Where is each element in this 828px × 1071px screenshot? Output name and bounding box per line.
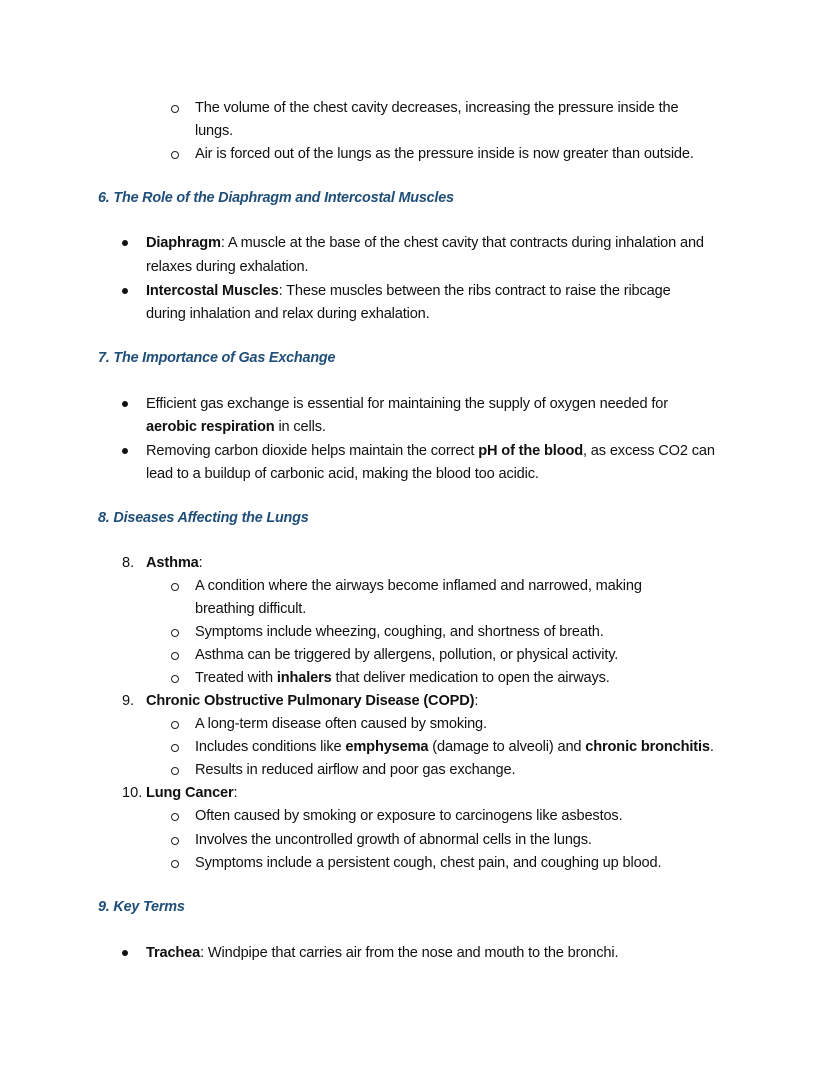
- list-item: [146, 281, 671, 301]
- body-text: Air is forced out of the lungs as the pressure inside is now greater than outside.: [195, 146, 694, 162]
- list-item: [146, 441, 715, 461]
- list-item: [146, 233, 704, 253]
- term: pH of the blood: [478, 443, 583, 459]
- body-text: A condition where the airways become inflamed and narrowed, making: [195, 578, 642, 594]
- list-item: [146, 691, 478, 711]
- body-text: breathing difficult.: [195, 601, 307, 617]
- body-text: :: [474, 693, 479, 709]
- term: Trachea: [146, 945, 201, 961]
- term: aerobic respiration: [146, 419, 275, 435]
- term: emphysema: [345, 739, 429, 755]
- term: chronic bronchitis: [585, 739, 710, 755]
- body-text: lead to a buildup of carbonic acid, making the blood too acidic.: [146, 466, 539, 482]
- body-text: (damage to alveoli) and: [428, 739, 586, 755]
- list-item: [146, 553, 203, 573]
- body-text: relaxes during exhalation.: [146, 259, 309, 275]
- body-text: , as excess CO2 can: [583, 443, 715, 459]
- circle-bullet-icon: [171, 675, 179, 683]
- bullet-icon: [122, 401, 128, 407]
- term: Intercostal Muscles: [146, 283, 279, 299]
- body-text: Treated with: [195, 670, 277, 686]
- body-text: in cells.: [274, 419, 326, 435]
- section-heading: 7. The Importance of Gas Exchange: [98, 350, 336, 366]
- section-heading: 9. Key Terms: [98, 899, 185, 915]
- circle-bullet-icon: [171, 767, 179, 775]
- bullet-icon: [122, 448, 128, 454]
- body-text: Results in reduced airflow and poor gas exchange.: [195, 762, 516, 778]
- list-item: [195, 737, 714, 757]
- term: inhalers: [276, 670, 332, 686]
- section-heading: 8. Diseases Affecting the Lungs: [98, 510, 309, 526]
- list-item: [146, 783, 237, 803]
- term: Lung Cancer: [146, 785, 234, 801]
- circle-bullet-icon: [171, 652, 179, 660]
- body-text: : Windpipe that carries air from the nose and mouth to the bronchi.: [200, 945, 619, 961]
- body-text: that deliver medication to open the airways.: [331, 670, 610, 686]
- body-text: Includes conditions like: [195, 739, 346, 755]
- bullet-icon: [122, 240, 128, 246]
- list-item: [195, 668, 610, 688]
- list-number: 9.: [122, 693, 135, 709]
- body-text: A long-term disease often caused by smoking.: [195, 716, 487, 732]
- list-number: 10.: [122, 785, 143, 801]
- circle-bullet-icon: [171, 744, 179, 752]
- list-number: 8.: [122, 555, 135, 571]
- body-text: Efficient gas exchange is essential for maintaining the supply of oxygen needed for: [146, 396, 668, 412]
- body-text: during inhalation and relax during exhalation.: [146, 306, 430, 322]
- circle-bullet-icon: [171, 105, 179, 113]
- body-text: Symptoms include wheezing, coughing, and shortness of breath.: [195, 624, 604, 640]
- body-text: Removing carbon dioxide helps maintain the correct: [146, 443, 479, 459]
- term: Diaphragm: [146, 235, 221, 251]
- term: Asthma: [146, 555, 199, 571]
- body-text: Often caused by smoking or exposure to carcinogens like asbestos.: [195, 808, 623, 824]
- body-text: : A muscle at the base of the chest cavity that contracts during inhalation and: [220, 235, 704, 251]
- body-text: Asthma can be triggered by allergens, pollution, or physical activity.: [195, 647, 619, 663]
- body-text: :: [198, 555, 203, 571]
- circle-bullet-icon: [171, 721, 179, 729]
- body-text: lungs.: [195, 123, 234, 139]
- section-heading: 6. The Role of the Diaphragm and Intercostal Muscles: [98, 190, 454, 206]
- body-text: Involves the uncontrolled growth of abnormal cells in the lungs.: [195, 832, 592, 848]
- circle-bullet-icon: [171, 583, 179, 591]
- list-item: [146, 417, 326, 437]
- circle-bullet-icon: [171, 629, 179, 637]
- body-text: :: [233, 785, 238, 801]
- body-text: The volume of the chest cavity decreases, increasing the pressure inside the: [195, 100, 679, 116]
- body-text: Symptoms include a persistent cough, chest pain, and coughing up blood.: [195, 855, 662, 871]
- body-text: : These muscles between the ribs contract to raise the ribcage: [278, 283, 671, 299]
- body-text: .: [709, 739, 714, 755]
- circle-bullet-icon: [171, 813, 179, 821]
- bullet-icon: [122, 950, 128, 956]
- term: Chronic Obstructive Pulmonary Disease (COPD): [146, 693, 475, 709]
- list-item: [146, 943, 618, 963]
- circle-bullet-icon: [171, 860, 179, 868]
- circle-bullet-icon: [171, 151, 179, 159]
- circle-bullet-icon: [171, 837, 179, 845]
- bullet-icon: [122, 288, 128, 294]
